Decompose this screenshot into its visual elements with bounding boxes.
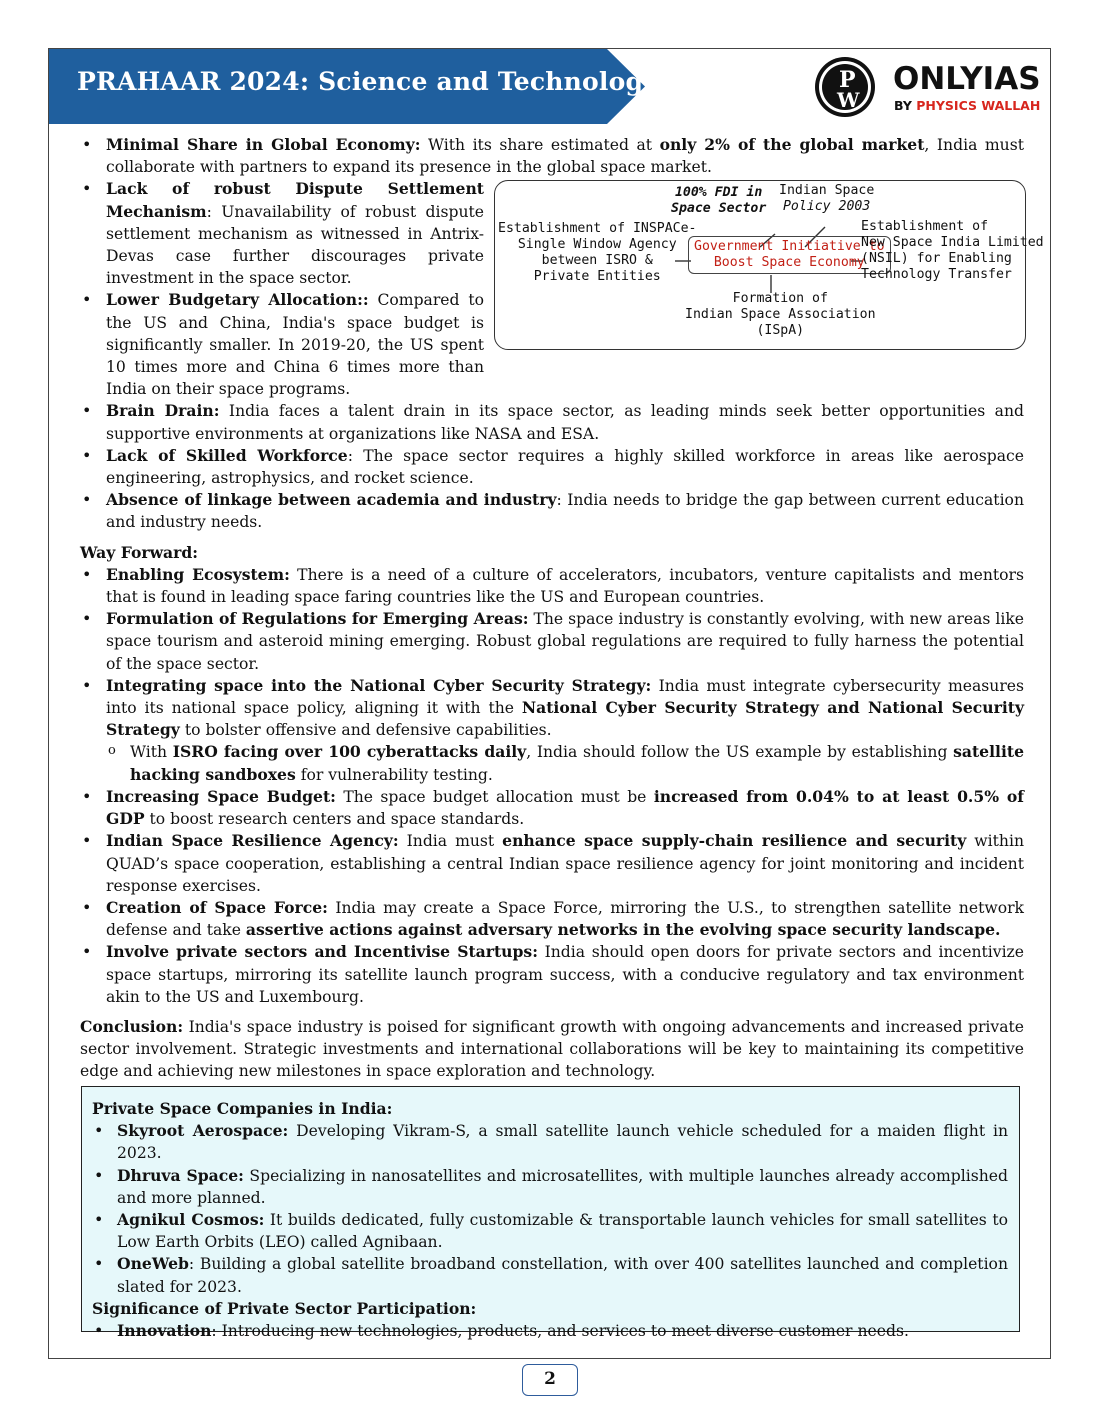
header-banner (49, 49, 658, 124)
tagline-brand: PHYSICS WALLAH (916, 98, 1041, 113)
item-emphasis: enhance space supply-chain resilience and security (502, 831, 967, 851)
item-title: Indian Space Resilience Agency: (106, 831, 399, 851)
item-title: Lack of robust Dispute Settlement Mechanism (106, 179, 484, 221)
item-text: to bolster offensive and defensive capabilities. (179, 721, 552, 740)
list-item (92, 1209, 1008, 1253)
item-emphasis: only 2% of the global market (659, 135, 925, 154)
item-title: Integrating space into the National Cyber Security Strategy: (106, 675, 652, 695)
item-title: Dhruva Space: (117, 1165, 244, 1185)
item-text: : Building a global satellite broadband constellation, with over 400 satellites launched and completion slated for 2023. (117, 1255, 1008, 1296)
diagram-nsil-line3: (NSIL) for Enabling (861, 251, 1012, 267)
infobox-heading-significance: Significance of Private Sector Participation: (92, 1298, 477, 1318)
list-item (92, 1253, 1008, 1297)
diagram-policy-line1: Indian Space (779, 183, 875, 199)
item-text: India must integrate cybersecurity measures into its national space policy, aligning it with the (106, 676, 1025, 718)
item-title: Absence of linkage between academia and industry (106, 490, 557, 510)
list-item (80, 289, 1024, 400)
item-title: Lack of Skilled Workforce (106, 445, 348, 465)
sub-list-item (106, 741, 1024, 785)
item-title: Formulation of Regulations for Emerging Areas: (106, 609, 529, 629)
item-text: Compared to the US and China, India's space budget is significantly smaller. In 2019-20, the US spent 10 times more and China 6 times more than India on their space programs. (106, 291, 484, 399)
conclusion-text: India's space industry is poised for significant growth with ongoing advancements and increased private sector involvement. Strategic investments and international collaborations will be key to maintaining its competitive edge and achieving new milestones in space exploration and technology. (80, 1017, 1024, 1081)
diagram-nsil-line1: Establishment of (861, 219, 989, 235)
diagram-inspace-line3: between ISRO & (541, 253, 653, 269)
pw-logo-icon (813, 55, 877, 119)
diagram-inspace-line2: Single Window Agency (517, 237, 677, 253)
companies-list (92, 1120, 1008, 1298)
list-item (80, 445, 1024, 489)
list-item (80, 608, 1024, 675)
item-text: : Introducing new technologies, products, and services to meet diverse customer needs. (211, 1322, 909, 1341)
page-title: PRAHAAR 2024: Science and Technology (77, 67, 658, 96)
item-text: India may create a Space Force, mirroring the U.S., to strengthen satellite network defense and take (106, 898, 1024, 940)
significance-list (92, 1320, 1008, 1342)
diagram-ispa-line1: Formation of (732, 291, 828, 307)
item-text: India must (398, 832, 503, 851)
item-text: India faces a talent drain in its space sector, as leading minds seek better opportunities and supportive environments at organizations like NASA and ESA. (106, 402, 1024, 443)
pw-logo-w: W (837, 88, 860, 112)
diagram-ispa-line2: Indian Space Association (685, 307, 876, 323)
diagram-policy (779, 183, 874, 215)
item-title: Skyroot Aerospace: (117, 1121, 289, 1141)
item-title: Increasing Space Budget: (106, 786, 336, 806)
onlyias-logo: ONLYIAS (893, 61, 1041, 97)
item-title: Enabling Ecosystem: (106, 564, 290, 584)
way-forward-list (80, 564, 1024, 1008)
diagram-policy-line2: Policy 2003 (782, 199, 871, 215)
list-item (80, 134, 1024, 178)
item-title: Involve private sectors and Incentivise Startups: (106, 942, 538, 962)
page-number: 2 (522, 1364, 578, 1396)
item-text: India should open doors for private sectors and incentivize space startups, mirroring its satellite launch program success, with a conducive regulatory and tax environment akin to the US and Luxembourg. (106, 943, 1025, 1006)
item-emphasis: National Cyber Security Strategy and National Security Strategy (106, 698, 1025, 740)
item-text: , India must collaborate with partners to expand its presence in the global space market. (106, 136, 1024, 177)
item-text: The space budget allocation must be (335, 787, 654, 806)
item-title: Creation of Space Force: (106, 897, 328, 917)
item-emphasis: ISRO facing over 100 cyberattacks daily (172, 742, 527, 762)
tagline-by: BY (894, 98, 917, 113)
main-content (80, 134, 1044, 1083)
item-text: : Unavailability of robust dispute settlement mechanism as witnessed in Antrix-Devas case further discourages private investment in the space sector. (106, 202, 484, 288)
challenges-list (80, 134, 1044, 534)
diagram-nsil (861, 219, 1044, 283)
list-item (80, 489, 1024, 533)
item-text: With (130, 743, 173, 762)
item-title: Agnikul Cosmos: (117, 1210, 265, 1230)
item-text: With its share estimated at (420, 136, 660, 154)
private-space-companies-box (81, 1086, 1020, 1341)
item-text: : The space sector requires a highly skilled workforce in areas like aerospace engineering, astrophysics, and rocket science. (106, 446, 1024, 488)
diagram-fdi (671, 185, 766, 217)
way-forward-heading: Way Forward: (80, 542, 198, 562)
item-emphasis: satellite hacking sandboxes (130, 742, 1024, 784)
item-text: within QUAD’s space cooperation, establishing a central Indian space resilience agency for joint monitoring and incident response exercises. (106, 832, 1024, 895)
item-title: Minimal Share in Global Economy: (106, 135, 421, 154)
list-item (80, 786, 1024, 830)
list-item (80, 941, 1024, 1008)
diagram-center-line1: Government Initiative to (694, 239, 885, 255)
item-text: for vulnerability testing. (295, 765, 493, 784)
diagram-ispa-line3: (ISpA) (756, 323, 805, 339)
conclusion-paragraph (80, 1016, 1024, 1083)
physics-wallah-tagline (894, 99, 1040, 113)
infobox-heading-companies: Private Space Companies in India: (92, 1099, 393, 1118)
item-title: Innovation (117, 1321, 212, 1341)
diagram-center-line2: Boost Space Economy (713, 255, 865, 271)
diagram-fdi-line1: 100% FDI in (674, 185, 763, 201)
diagram-inspace-line4: Private Entities (533, 269, 661, 285)
item-text: Specializing in nanosatellites and microsatellites, with multiple launches already accomplished and more planned. (117, 1166, 1008, 1207)
diagram-nsil-line2: New Space India Limited (861, 235, 1044, 251)
item-title: OneWeb (117, 1254, 189, 1274)
item-title: Brain Drain: (106, 401, 220, 421)
diagram-inspace-line1: Establishment of INSPACe- (498, 221, 697, 237)
list-item (80, 830, 1024, 897)
item-text: , India should follow the US example by establishing (526, 743, 954, 762)
item-text: to boost research centers and space standards. (144, 810, 525, 829)
diagram-inspace (498, 221, 697, 285)
item-text: Developing Vikram-S, a small satellite launch vehicle scheduled for a maiden flight in 2023. (117, 1122, 1009, 1163)
pw-logo-p: P (839, 67, 856, 93)
cyber-sub-list (106, 741, 1024, 785)
list-item (92, 1120, 1008, 1164)
diagram-fdi-line2: Space Sector (671, 201, 767, 217)
list-item (80, 897, 1024, 941)
list-item (92, 1165, 1008, 1209)
diagram-nsil-line4: Technology Transfer (861, 267, 1012, 283)
item-title: Lower Budgetary Allocation:: (106, 290, 369, 310)
list-item (80, 675, 1024, 786)
item-emphasis: increased from 0.04% to at least 0.5% of GDP (106, 786, 1025, 829)
list-item (80, 400, 1024, 444)
item-text: There is a need of a culture of accelerators, incubators, venture capitalists and mentors that is found in leading space faring countries like the US and European countries. (106, 565, 1025, 607)
list-item (80, 564, 1024, 608)
list-item (92, 1320, 1008, 1342)
item-text: It builds dedicated, fully customizable & transportable launch vehicles for small satellites to Low Earth Orbits (LEO) called Agnibaan. (117, 1211, 1008, 1252)
item-emphasis: assertive actions against adversary networks in the evolving space security landscape. (245, 920, 1001, 940)
conclusion-label: Conclusion: (80, 1016, 184, 1036)
item-text: The space industry is constantly evolving, with new areas like space tourism and asteroid mining emerging. Robust global regulations are required to fully harness the potential of the space sector. (106, 610, 1024, 673)
item-text: : India needs to bridge the gap between current education and industry needs. (106, 491, 1024, 532)
